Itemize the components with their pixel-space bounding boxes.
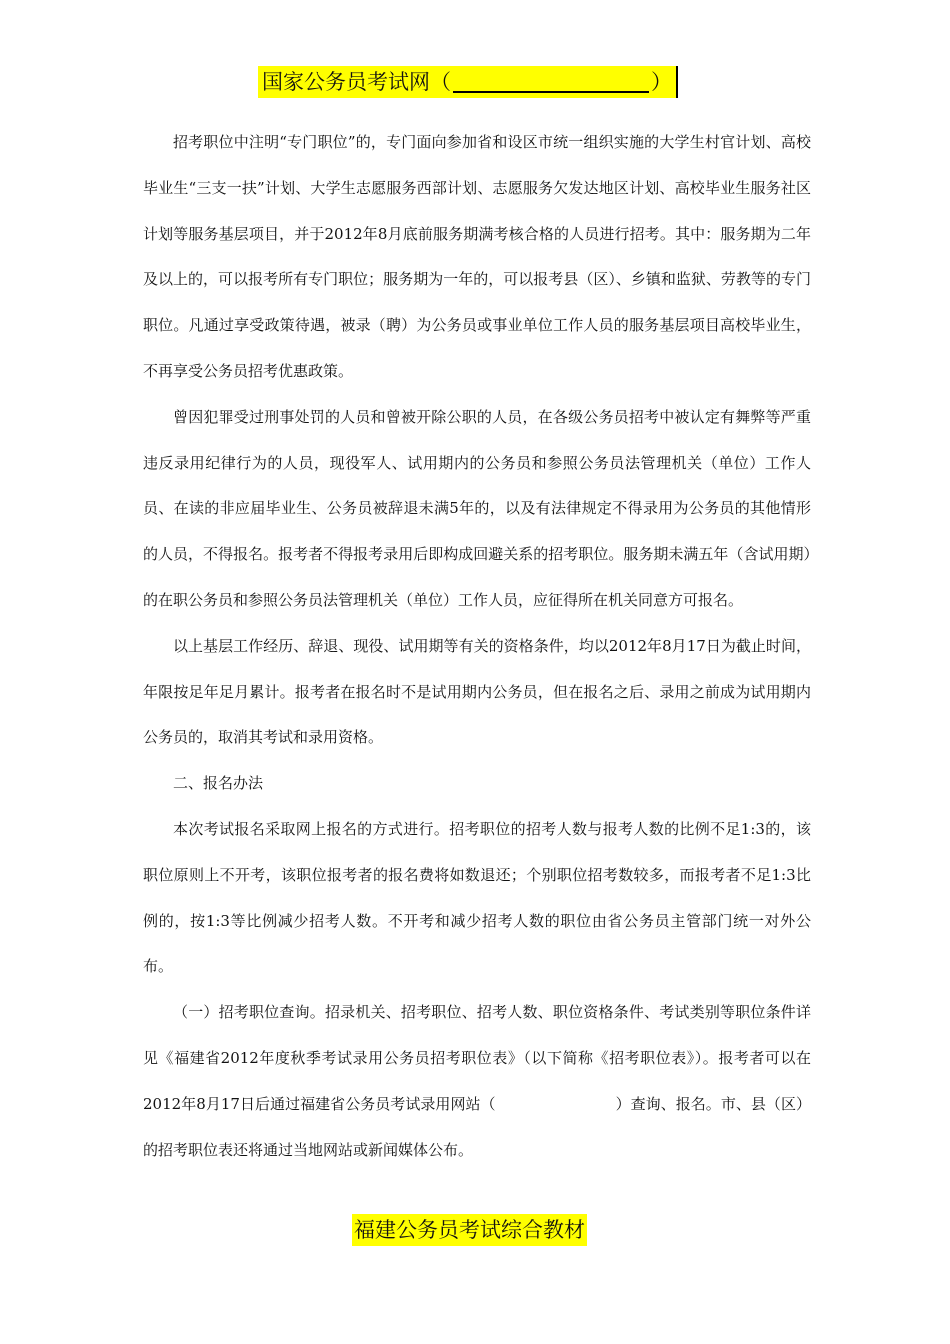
paragraph-position-query [143, 990, 811, 1173]
footer-title: 福建公务员考试综合教材 [354, 1218, 585, 1242]
position-query-text-start: （一）招考职位查询。招录机关、招考职位、招考人数、职位资格条件、考试类别等职位条件详见《福建省2012年度秋季考试录用公务员招考职位表》（以下简称《招考职位表》）。报考者可以在2012年8月17日后通过福建省公务员考试录用网站（ [143, 1003, 811, 1113]
paragraph-ineligible-applicants: 曾因犯罪受过刑事处罚的人员和曾被开除公职的人员，在各级公务员招考中被认定有舞弊等严重违反录用纪律行为的人员，现役军人、试用期内的公务员和参照公务员法管理机关（单位）工作人员、在读的非应届毕业生、公务员被辞退未满5年的，以及有法律规定不得录用为公务员的其他情形的人员，不得报名。报考者不得报考录用后即构成回避关系的招考职位。服务期未满五年（含试用期）的在职公务员和参照公务员法管理机关（单位）工作人员，应征得所在机关同意方可报名。 [143, 407, 811, 609]
footer-banner [352, 1214, 587, 1246]
position-query-text-end: ）查询、报名。市、县（区）的招考职位表还将通过当地网站或新闻媒体公布。 [143, 1094, 811, 1159]
header-title-start: 国家公务员考试网（ [262, 70, 451, 94]
header-url-blank [453, 71, 649, 93]
document-body [143, 120, 811, 1173]
header-title-end: ） [651, 70, 672, 94]
header-banner [258, 66, 678, 98]
section-heading: 二、报名办法 [173, 774, 264, 793]
paragraph-qualification-deadline: 以上基层工作经历、辞退、现役、试用期等有关的资格条件，均以2012年8月17日为截止时间，年限按足年足月累计。报考者在报名时不是试用期内公务员，但在报名之后、录用之前成为试用期内公务员的，取消其考试和录用资格。 [143, 636, 811, 747]
paragraph-online-registration: 本次考试报名采取网上报名的方式进行。招考职位的招考人数与报考人数的比例不足1:3的，该职位原则上不开考，该职位报考者的报名费将如数退还；个别职位招考数较多，而报考者不足1:3比例的，按1:3等比例减少招考人数。不开考和减少招考人数的职位由省公务员主管部门统一对外公布。 [143, 819, 811, 976]
paragraph-special-positions: 招考职位中注明“专门职位”的，专门面向参加省和设区市统一组织实施的大学生村官计划、高校毕业生“三支一扶”计划、大学生志愿服务西部计划、志愿服务欠发达地区计划、高校毕业生服务社区计划等服务基层项目，并于2012年8月底前服务期满考核合格的人员进行招考。其中：服务期为二年及以上的，可以报考所有专门职位；服务期为一年的，可以报考县（区）、乡镇和监狱、劳教等的专门职位。凡通过享受政策待遇，被录（聘）为公务员或事业单位工作人员的服务基层项目高校毕业生，不再享受公务员招考优惠政策。 [143, 133, 811, 380]
